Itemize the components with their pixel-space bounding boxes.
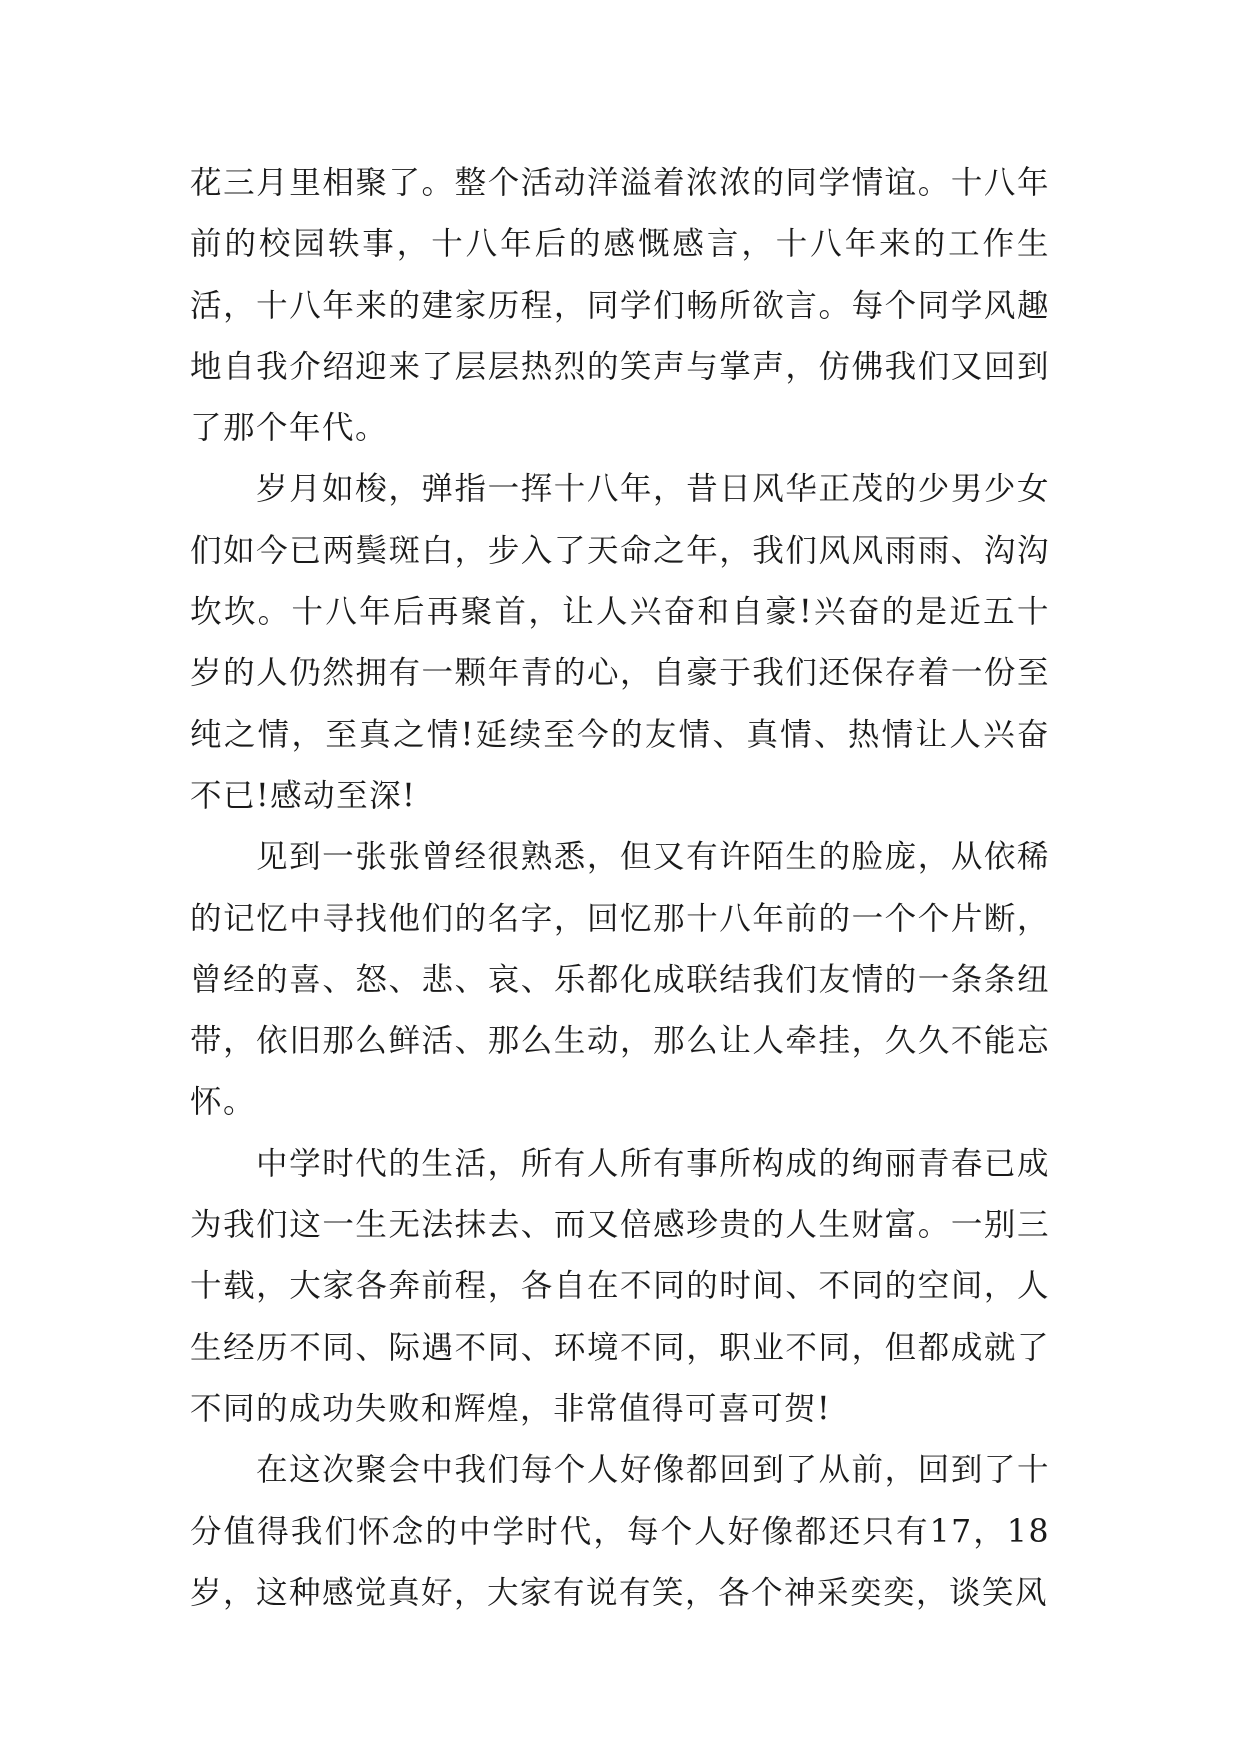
document-page [190,153,1050,1624]
paragraph-2: 岁月如梭，弹指一挥十八年，昔日风华正茂的少男少女们如今已两鬓斑白，步入了天命之年，我们风风雨雨、沟沟坎坎。十八年后再聚首，让人兴奋和自豪!兴奋的是近五十岁的人仍然拥有一颗年青的心，自豪于我们还保存着一份至纯之情，至真之情!延续至今的友情、真情、热情让人兴奋不已!感动至深! [190,471,1050,814]
paragraph-4: 中学时代的生活，所有人所有事所构成的绚丽青春已成为我们这一生无法抹去、而又倍感珍贵的人生财富。一别三十载，大家各奔前程，各自在不同的时间、不同的空间，人生经历不同、际遇不同、环境不同，职业不同，但都成就了不同的成功失败和辉煌，非常值得可喜可贺! [190,1145,1050,1427]
paragraph-3: 见到一张张曾经很熟悉，但又有许陌生的脸庞，从依稀的记忆中寻找他们的名字，回忆那十八年前的一个个片断，曾经的喜、怒、悲、哀、乐都化成联结我们友情的一条条纽带，依旧那么鲜活、那么生动，那么让人牵挂，久久不能忘怀。 [190,839,1050,1121]
paragraph-5: 在这次聚会中我们每个人好像都回到了从前，回到了十分值得我们怀念的中学时代，每个人好像都还只有17，18岁，这种感觉真好，大家有说有笑，各个神采奕奕，谈笑风 [190,1452,1050,1611]
paragraph-1: 花三月里相聚了。整个活动洋溢着浓浓的同学情谊。十八年前的校园轶事，十八年后的感慨感言，十八年来的工作生活，十八年来的建家历程，同学们畅所欲言。每个同学风趣地自我介绍迎来了层层热烈的笑声与掌声，仿佛我们又回到了那个年代。 [190,165,1050,447]
